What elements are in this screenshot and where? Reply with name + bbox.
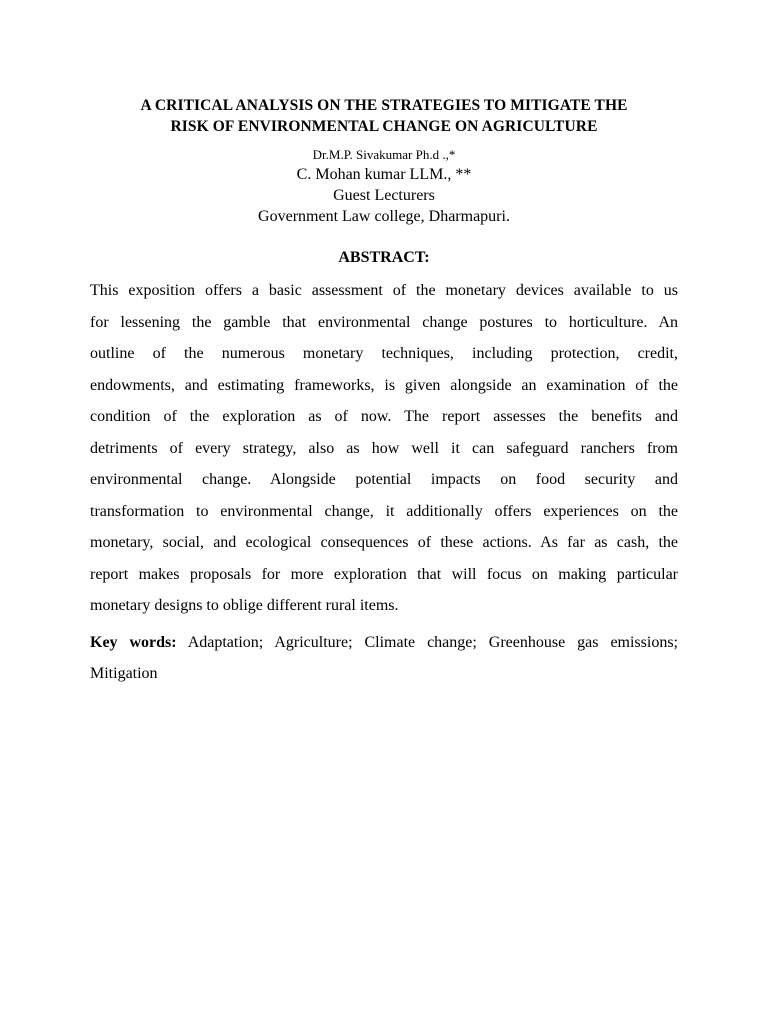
author-affiliation: Government Law college, Dharmapuri. xyxy=(258,208,510,225)
title-line: RISK OF ENVIRONMENTAL CHANGE ON AGRICULTURE xyxy=(170,118,598,135)
abstract-line: for lessening the gamble that environmental change postures to horticulture. An xyxy=(90,313,678,331)
keywords-line xyxy=(90,627,678,658)
keywords-list: Adaptation; Agriculture; Climate change; Greenhouse gas emissions; xyxy=(176,634,679,651)
author-second: C. Mohan kumar LLM., ** xyxy=(296,166,472,183)
abstract-line: This exposition offers a basic assessment of the monetary devices available to us xyxy=(90,282,678,299)
abstract-line: detriments of every strategy, also as how well it can safeguard ranchers from xyxy=(90,439,678,457)
abstract-line: monetary designs to oblige different rural items. xyxy=(90,597,399,614)
keywords-section xyxy=(90,627,678,689)
title-line: A CRITICAL ANALYSIS ON THE STRATEGIES TO MITIGATE THE xyxy=(140,97,628,114)
abstract-line: transformation to environmental change, it additionally offers experiences on the xyxy=(90,502,678,520)
keywords-label: Key words: xyxy=(90,634,177,651)
paper-title xyxy=(90,95,678,137)
author-block xyxy=(90,146,678,227)
abstract-line: monetary, social, and ecological consequences of these actions. As far as cash, the xyxy=(90,534,678,551)
author-first: Dr.M.P. Sivakumar Ph.d .,* xyxy=(312,147,456,162)
abstract-heading: ABSTRACT: xyxy=(338,249,430,266)
abstract-line: condition of the exploration as of now. The report assesses the benefits and xyxy=(90,408,678,425)
abstract-body xyxy=(90,275,678,622)
author-role: Guest Lecturers xyxy=(333,187,435,204)
abstract-line: endowments, and estimating frameworks, is given alongside an examination of the xyxy=(90,376,678,394)
keywords-line-2: Mitigation xyxy=(90,665,158,682)
abstract-line: environmental change. Alongside potential impacts on food security and xyxy=(90,471,678,488)
abstract-line: report makes proposals for more exploration that will focus on making particular xyxy=(90,565,678,583)
abstract-line: outline of the numerous monetary techniques, including protection, credit, xyxy=(90,345,678,362)
